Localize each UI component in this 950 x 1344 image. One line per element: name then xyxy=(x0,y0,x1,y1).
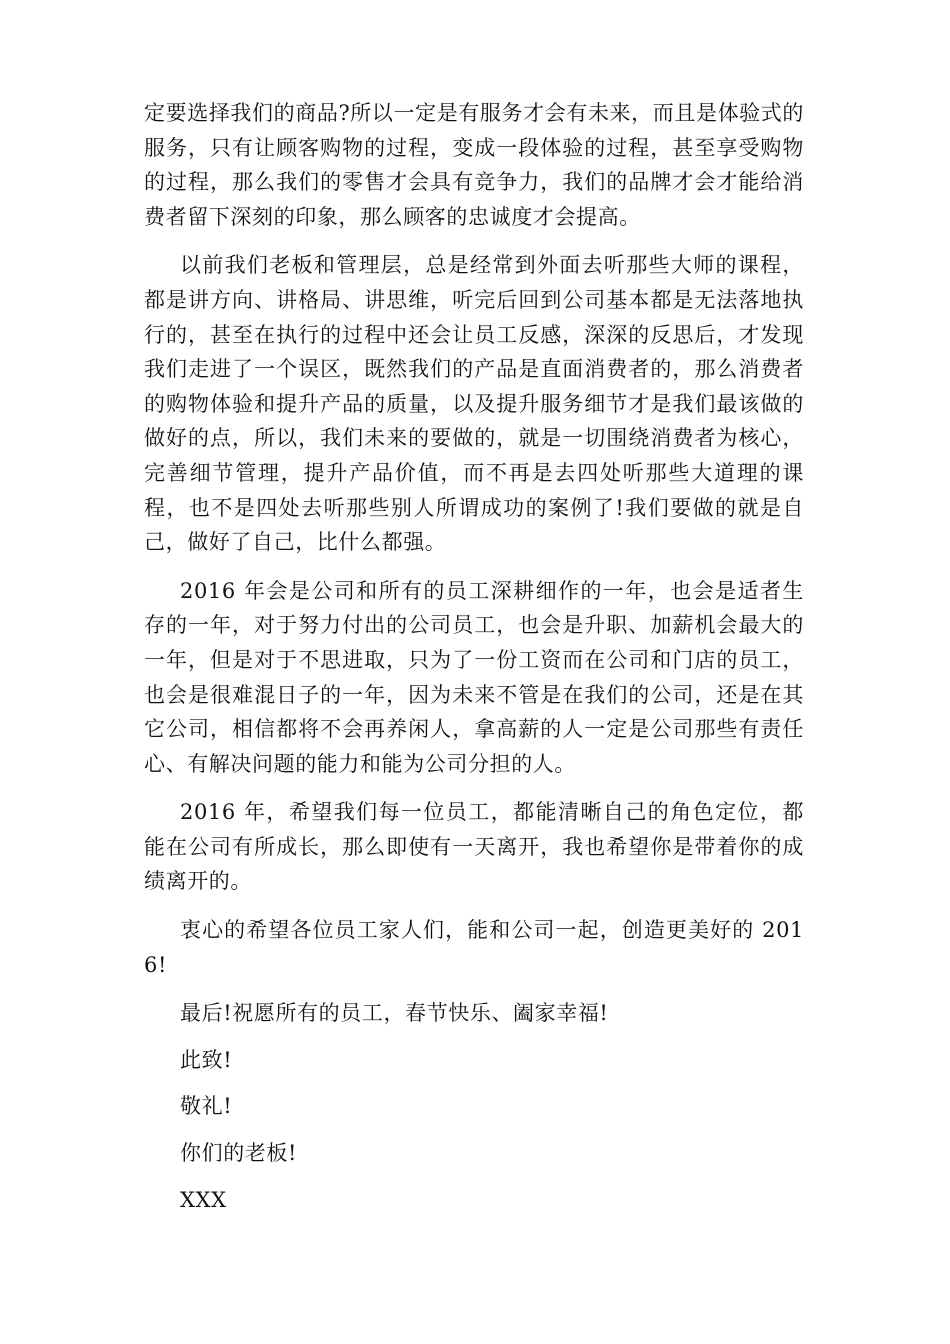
paragraph-new-year-greeting: 最后!祝愿所有的员工，春节快乐、阖家幸福! xyxy=(180,1001,609,1026)
paragraph-2016-outlook: 2016 年会是公司和所有的员工深耕细作的一年，也会是适者生存的一年，对于努力付出的公司员工，也会是升职、加薪机会最大的一年，但是对于不思进取，只为了一份工资而在公司和门店的员工，也会是很难混日子的一年，因为未来不管是在我们的公司，还是在其它公司，相信都将不会再养闲人，拿高薪的人一定是公司那些有责任心、有解决问题的能力和能为公司分担的人。 xyxy=(144,578,804,776)
closing-salutation: 此致! xyxy=(180,1047,233,1072)
signature-title: 你们的老板! xyxy=(180,1141,298,1166)
paragraph-management-reflection: 以前我们老板和管理层，总是经常到外面去听那些大师的课程，都是讲方向、讲格局、讲思维，听完后回到公司基本都是无法落地执行的，甚至在执行的过程中还会让员工反感，深深的反思后，才发现我们走进了一个误区，既然我们的产品是直面消费者的，那么消费者的购物体验和提升产品的质量，以及提升服务细节才是我们最该做的做好的点，所以，我们未来的要做的，就是一切围绕消费者为核心，完善细节管理，提升产品价值，而不再是去四处听那些大道理的课程，也不是四处去听那些别人所谓成功的案例了!我们要做的就是自己，做好了自己，比什么都强。 xyxy=(144,253,804,555)
document-page xyxy=(144,96,804,1229)
paragraph-2016-hope: 2016 年，希望我们每一位员工，都能清晰自己的角色定位，都能在公司有所成长，那么即使有一天离开，我也希望你是带着你的成绩离开的。 xyxy=(144,800,804,894)
closing-regards: 敬礼! xyxy=(180,1094,233,1119)
paragraph-sincere-wish: 衷心的希望各位员工家人们，能和公司一起，创造更美好的 2016! xyxy=(144,918,804,977)
signature-name: XXX xyxy=(180,1187,227,1212)
paragraph-service-experience: 定要选择我们的商品?所以一定是有服务才会有未来，而且是体验式的服务，只有让顾客购物的过程，变成一段体验的过程，甚至享受购物的过程，那么我们的零售才会具有竞争力，我们的品牌才会才能给消费者留下深刻的印象，那么顾客的忠诚度才会提高。 xyxy=(144,101,804,229)
